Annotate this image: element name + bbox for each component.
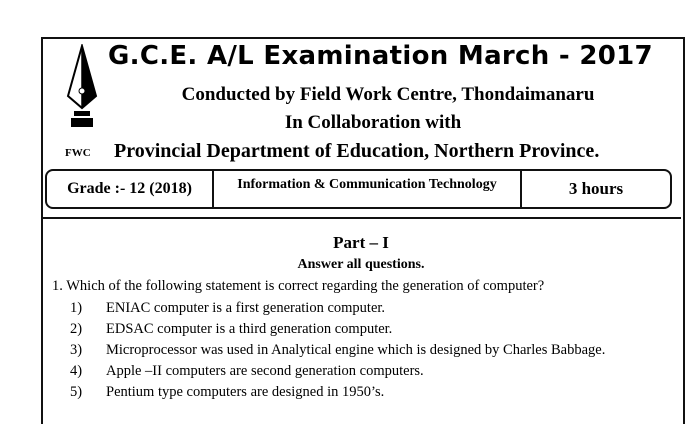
option-text: ENIAC computer is a first generation computer. — [106, 300, 386, 316]
section-divider — [41, 217, 681, 219]
question-number: 1. — [52, 278, 63, 294]
part-heading: Part – I — [333, 233, 389, 252]
option-text: Microprocessor was used in Analytical engine which is designed by Charles Babbage. — [106, 342, 606, 358]
answer-options — [70, 300, 605, 405]
collaboration-text: In Collaboration with — [284, 112, 462, 133]
department-text: Provincial Department of Education, Northern Province. — [114, 140, 600, 162]
pen-nib-logo-icon — [59, 44, 105, 136]
question-text: Which of the following statement is correct regarding the generation of computer? — [66, 278, 545, 294]
question-1 — [52, 278, 544, 295]
exam-title: G.C.E. A/L Examination March - 2017 — [108, 41, 653, 71]
option-text: EDSAC computer is a third generation computer. — [106, 321, 393, 337]
option-item — [70, 363, 605, 384]
exam-info-bar — [45, 169, 672, 209]
option-item — [70, 300, 605, 321]
option-text: Apple –II computers are second generation computers. — [106, 363, 424, 379]
option-item — [70, 321, 605, 342]
fwc-label: FWC — [65, 147, 91, 159]
option-text: Pentium type computers are designed in 1950’s. — [106, 384, 385, 400]
duration-cell: 3 hours — [568, 179, 624, 198]
subject-cell: Information & Communication Technology — [214, 171, 522, 207]
option-number: 3) — [70, 342, 83, 358]
option-number: 1) — [70, 300, 83, 316]
instruction-text: Answer all questions. — [297, 257, 425, 272]
option-item — [70, 384, 605, 405]
option-number: 4) — [70, 363, 83, 379]
option-number: 5) — [70, 384, 83, 400]
option-number: 2) — [70, 321, 83, 337]
conducted-by-text: Conducted by Field Work Centre, Thondaimanaru — [181, 84, 595, 105]
option-item — [70, 342, 605, 363]
grade-cell: Grade :- 12 (2018) — [47, 171, 214, 207]
